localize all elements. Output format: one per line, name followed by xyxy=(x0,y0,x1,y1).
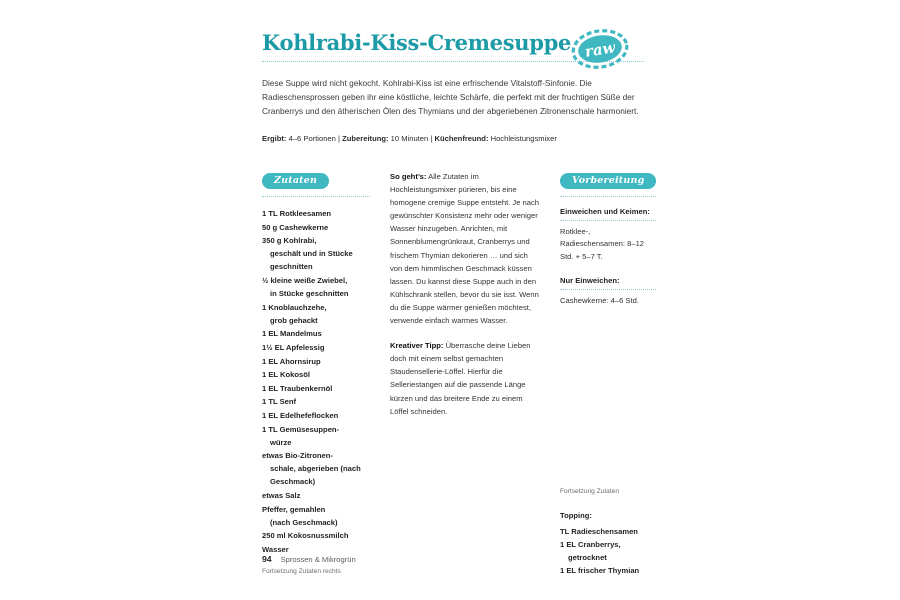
list-item xyxy=(262,382,370,395)
topping-main: TL Radieschensamen xyxy=(560,527,638,536)
topping-sub: getrocknet xyxy=(568,553,607,563)
recipe-meta xyxy=(262,133,652,145)
ingredient-main: ½ kleine weiße Zwiebel, xyxy=(262,275,348,285)
method-tip-text: Überrasche deine Lieben doch mit einem selbst gemachten Staudensellerie-Löffel. Hierfür die Selleriestangen auf die passende Länge kürzen und das breitere Ende zu einem Löffel schneiden. xyxy=(390,341,531,416)
page-footer xyxy=(262,554,356,564)
ingredients-heading: Zutaten xyxy=(262,173,329,189)
list-item xyxy=(262,368,370,381)
list-item xyxy=(262,489,370,502)
ingredient-main: Wasser xyxy=(262,544,289,554)
method-step-text: Alle Zutaten im Hochleistungsmixer pürieren, bis eine homogene cremige Suppe entsteht. Je nach gewünschter Konsistenz mehr oder weniger Wasser hinzugeben. Anrichten, mit Sonnenblumengrünkraut, Cranberrys und frischem Thymian dekorieren … und sich von dem himmlischen Geschmack küssen lassen. Du kannst diese Suppe auch in den Kühlschrank stellen, bevor du sie isst. Wenn du die Suppe wärmer genießen möchtest, verwende einfach warmes Wasser. xyxy=(390,172,540,326)
list-item xyxy=(560,538,670,564)
list-item xyxy=(262,355,370,368)
ingredients-divider xyxy=(262,196,370,197)
ingredient-main: 1 EL Edelhefeflocken xyxy=(262,410,339,420)
topping-main: 1 EL Cranberrys, xyxy=(560,540,621,550)
ingredient-main: 1 EL Traubenkernöl xyxy=(262,383,333,393)
topping-list xyxy=(560,525,670,577)
raw-badge-label: raw xyxy=(583,38,617,61)
ingredient-main: 50 g Cashewkerne xyxy=(262,222,329,232)
meta-separator-1: | xyxy=(338,133,340,143)
ingredient-main: 1 TL Senf xyxy=(262,397,297,407)
footer-chapter-label: Sprossen & Mikrogrün xyxy=(280,555,356,564)
list-item xyxy=(262,301,370,327)
list-item xyxy=(262,327,370,340)
preparation-block-title: Nur Einweichen: xyxy=(560,276,620,286)
continued-ingredients xyxy=(560,488,670,577)
list-item xyxy=(262,221,370,234)
ingredients-continued-note: Fortsetzung Zutaten rechts xyxy=(262,567,341,575)
ingredients-list xyxy=(262,207,370,556)
ingredient-main: 350 g Kohlrabi, xyxy=(262,236,317,246)
method-step-label: So geht’s: xyxy=(390,172,427,181)
ingredient-main: 250 ml Kokosnussmilch xyxy=(262,531,349,541)
preparation-block xyxy=(560,276,656,307)
tool-label: Küchenfreund: xyxy=(434,133,489,143)
prep-value: 10 Minuten xyxy=(390,133,429,143)
ingredient-main: 1½ EL Apfelessig xyxy=(262,342,325,352)
intro-paragraph: Diese Suppe wird nicht gekocht. Kohlrabi-Kiss ist eine erfrischende Vitalstoff-Sinfonie. Die Radieschensprossen geben ihr eine köstliche, leichte Schärfe, die perfekt mit der fruchtigen Süße der Cranberrys und den ätherischen Ölen des Thymians und der abgeriebenen Zitronenschale harmoniert. xyxy=(262,78,639,117)
topping-heading: Topping: xyxy=(560,511,592,520)
ingredient-sub: schale, abgerieben (nach Geschmack) xyxy=(270,464,361,487)
preparation-divider xyxy=(560,196,656,197)
list-item xyxy=(262,409,370,422)
continued-note: Fortsetzung Zutaten xyxy=(560,488,620,495)
list-item xyxy=(262,207,370,220)
list-item xyxy=(262,341,370,354)
page-number: 94 xyxy=(262,554,272,564)
list-item xyxy=(560,564,670,577)
meta-separator-2: | xyxy=(430,133,433,143)
raw-badge-icon xyxy=(568,26,632,72)
yield-label: Ergibt: xyxy=(262,133,287,143)
ingredient-main: etwas Bio-Zitronen- xyxy=(262,451,333,461)
ingredient-main: 1 Knoblauchzehe, xyxy=(262,302,327,312)
list-item xyxy=(262,503,370,529)
yield-value: 4–6 Portionen xyxy=(288,133,336,143)
ingredient-sub: grob gehackt xyxy=(270,315,318,325)
preparation-block-text: Rotklee-, Radieschensamen: 8–12 Std. + 5–7 T. xyxy=(560,227,645,261)
list-item xyxy=(262,234,370,273)
list-item xyxy=(262,395,370,408)
list-item xyxy=(262,449,370,488)
ingredient-sub: würze xyxy=(270,437,292,447)
ingredient-main: 1 EL Ahornsirup xyxy=(262,356,321,366)
preparation-block-divider xyxy=(560,220,656,221)
ingredient-sub: geschält und in Stücke geschnitten xyxy=(270,249,353,272)
ingredient-sub: (nach Geschmack) xyxy=(270,517,338,527)
topping-main: 1 EL frischer Thymian xyxy=(560,566,640,576)
preparation-block-text: Cashewkerne: 4–6 Std. xyxy=(560,296,639,306)
ingredient-main: Pfeffer, gemahlen xyxy=(262,504,326,514)
page-title: Kohlrabi-Kiss-Cremesuppe xyxy=(262,30,572,55)
preparation-block xyxy=(560,207,656,263)
list-item xyxy=(262,274,370,300)
preparation-heading: Vorbereitung xyxy=(560,173,656,189)
method-column xyxy=(390,170,540,430)
ingredient-main: 1 TL Rotkleesamen xyxy=(262,209,332,218)
ingredients-column xyxy=(262,170,370,575)
preparation-column xyxy=(560,170,656,321)
method-tip xyxy=(390,339,540,418)
list-item xyxy=(560,525,670,538)
method-tip-label: Kreativer Tipp: xyxy=(390,341,444,351)
preparation-block-divider xyxy=(560,289,656,290)
prep-label: Zubereitung: xyxy=(342,133,389,143)
ingredient-main: etwas Salz xyxy=(262,490,301,500)
ingredient-main: 1 TL Gemüsesuppen- xyxy=(262,424,340,434)
tool-value: Hochleistungsmixer xyxy=(490,133,557,143)
ingredient-main: 1 EL Mandelmus xyxy=(262,329,322,339)
method-step xyxy=(390,170,540,327)
ingredient-main: 1 EL Kokosöl xyxy=(262,370,310,380)
list-item xyxy=(262,423,370,449)
list-item xyxy=(262,529,370,542)
preparation-block-title: Einweichen und Keimen: xyxy=(560,207,650,216)
ingredient-sub: in Stücke geschnitten xyxy=(270,289,349,299)
